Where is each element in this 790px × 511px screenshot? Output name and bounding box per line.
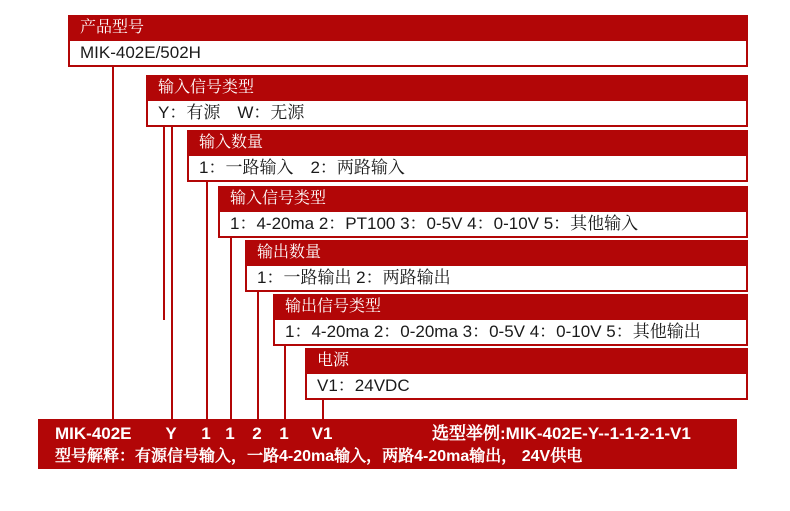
summary-code-output-type: 1	[279, 424, 289, 443]
block-header: 产品型号	[68, 15, 748, 41]
summary-model: MIK-402E	[55, 424, 132, 443]
block-input-signal-type	[218, 186, 748, 238]
connector-line-output-type	[284, 346, 286, 419]
block-power-supply	[305, 348, 748, 400]
block-input-signal-source	[146, 75, 748, 127]
connector-line-input-qty	[206, 182, 208, 419]
block-header: 输入数量	[187, 130, 748, 156]
block-value: Y：有源 W：无源	[146, 101, 748, 127]
summary-code-input-type: 1	[225, 424, 235, 443]
connector-line-source	[171, 127, 173, 419]
summary-strip	[38, 419, 737, 469]
block-header: 输入信号类型	[146, 75, 748, 101]
connector-line-power	[322, 398, 324, 419]
connector-line-source-aux	[163, 127, 165, 320]
block-input-quantity	[187, 130, 748, 182]
block-header: 输出信号类型	[273, 294, 748, 320]
block-value: 1：一路输入 2：两路输入	[187, 156, 748, 182]
summary-code-output-qty: 2	[252, 424, 262, 443]
block-header: 输出数量	[245, 240, 748, 266]
summary-code-source: Y	[165, 424, 177, 443]
summary-explanation: 型号解释：有源信号输入，一路4-20ma输入，两路4-20ma输出， 24V供电	[55, 448, 583, 465]
block-product-model	[68, 15, 748, 67]
block-value: V1：24VDC	[305, 374, 748, 400]
summary-code-input-qty: 1	[201, 424, 211, 443]
connector-line-input-type	[230, 238, 232, 419]
block-header: 输入信号类型	[218, 186, 748, 212]
block-value: 1：4-20ma 2：PT100 3：0-5V 4：0-10V 5：其他输入	[218, 212, 748, 238]
connector-line-output-qty	[257, 292, 259, 419]
block-header: 电源	[305, 348, 748, 374]
block-value: MIK-402E/502H	[68, 41, 748, 67]
block-output-signal-type	[273, 294, 748, 346]
block-output-quantity	[245, 240, 748, 292]
block-value: 1：4-20ma 2：0-20ma 3：0-5V 4：0-10V 5：其他输出	[273, 320, 748, 346]
summary-code-power: V1	[311, 424, 333, 443]
summary-example: 选型举例:MIK-402E-Y--1-1-2-1-V1	[432, 424, 691, 443]
connector-line-model	[112, 67, 114, 419]
block-value: 1：一路输出 2：两路输出	[245, 266, 748, 292]
